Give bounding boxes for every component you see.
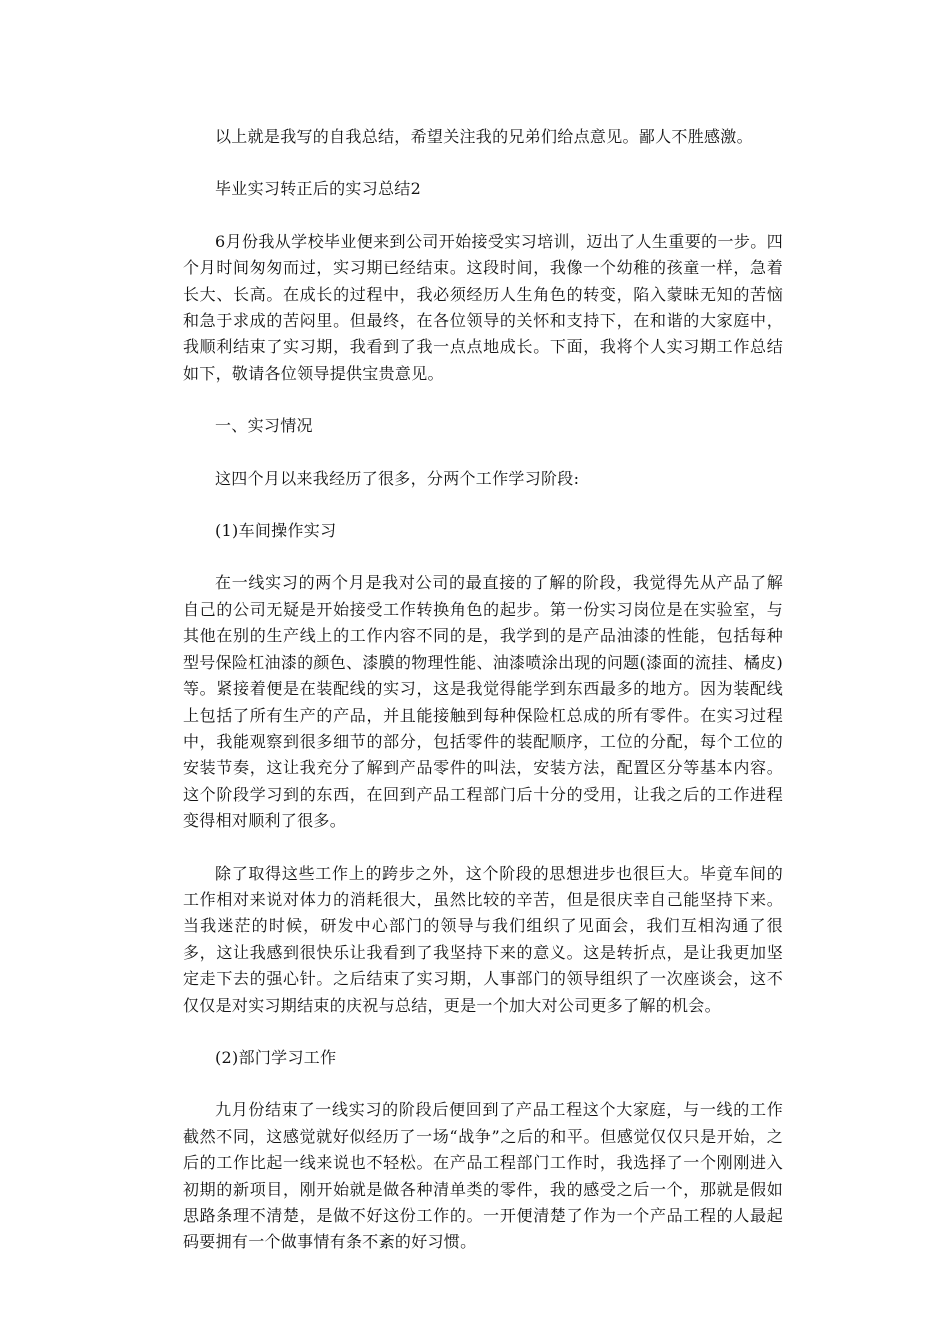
subheading-department: (2)部门学习工作: [215, 1047, 337, 1067]
closing-remark: 以上就是我写的自我总结，希望关注我的兄弟们给点意见。鄙人不胜感激。: [215, 127, 753, 146]
document-page: [183, 124, 783, 1256]
section-title: 毕业实习转正后的实习总结2: [215, 179, 422, 199]
department-paragraph: 九月份结束了一线实习的阶段后便回到了产品工程这个大家庭，与一线的工作截然不同，这感觉就好似经历了一场“战争”之后的和平。但感觉仅仅只是开始，之后的工作比起一线来说也不轻松。在产品工程部门工作时，我选择了一个刚刚进入初期的新项目，刚开始就是做各种清单类的零件，我的感受之后一个，那就是假如思路条理不清楚，是做不好这份工作的。一开便清楚了作为一个产品工程的人最起码要拥有一个做事情有条不紊的好习惯。: [183, 1100, 783, 1252]
stages-summary: 这四个月以来我经历了很多，分两个工作学习阶段:: [215, 468, 580, 488]
subheading-workshop: (1)车间操作实习: [215, 521, 337, 541]
heading-internship-status: 一、实习情况: [215, 416, 313, 436]
intro-paragraph: 6月份我从学校毕业便来到公司开始接受实习培训，迈出了人生重要的一步。四个月时间匆匆而过，实习期已经结束。这段时间，我像一个幼稚的孩童一样，急着长大、长高。在成长的过程中，我必须经历人生角色的转变，陷入蒙昧无知的苦恼和急于求成的苦闷里。但最终，在各位领导的关怀和支持下，在和谐的大家庭中，我顺利结束了实习期，我看到了我一点点地成长。下面，我将个人实习期工作总结如下，敬请各位领导提供宝贵意见。: [183, 231, 783, 383]
workshop-paragraph: 在一线实习的两个月是我对公司的最直接的了解的阶段，我觉得先从产品了解自己的公司无疑是开始接受工作转换角色的起步。第一份实习岗位是在实验室，与其他在别的生产线上的工作内容不同的是，我学到的是产品油漆的性能，包括每种型号保险杠油漆的颜色、漆膜的物理性能、油漆喷涂出现的问题(漆面的流挂、橘皮)等。紧接着便是在装配线的实习，这是我觉得能学到东西最多的地方。因为装配线上包括了所有生产的产品，并且能接触到每种保险杠总成的所有零件。在实习过程中，我能观察到很多细节的部分，包括零件的装配顺序，工位的分配，每个工位的安装节奏，这让我充分了解到产品零件的叫法，安装方法，配置区分等基本内容。这个阶段学习到的东西，在回到产品工程部门后十分的受用，让我之后的工作进程变得相对顺利了很多。: [183, 573, 783, 831]
progress-paragraph: 除了取得这些工作上的跨步之外，这个阶段的思想进步也很巨大。毕竟车间的工作相对来说对体力的消耗很大，虽然比较的辛苦，但是很庆幸自己能坚持下来。当我迷茫的时候，研发中心部门的领导与我们组织了见面会，我们互相沟通了很多，这让我感到很快乐让我看到了我坚持下来的意义。这是转折点，是让我更加坚定走下去的强心针。之后结束了实习期，人事部门的领导组织了一次座谈会，这不仅仅是对实习期结束的庆祝与总结，更是一个加大对公司更多了解的机会。: [183, 863, 783, 1015]
